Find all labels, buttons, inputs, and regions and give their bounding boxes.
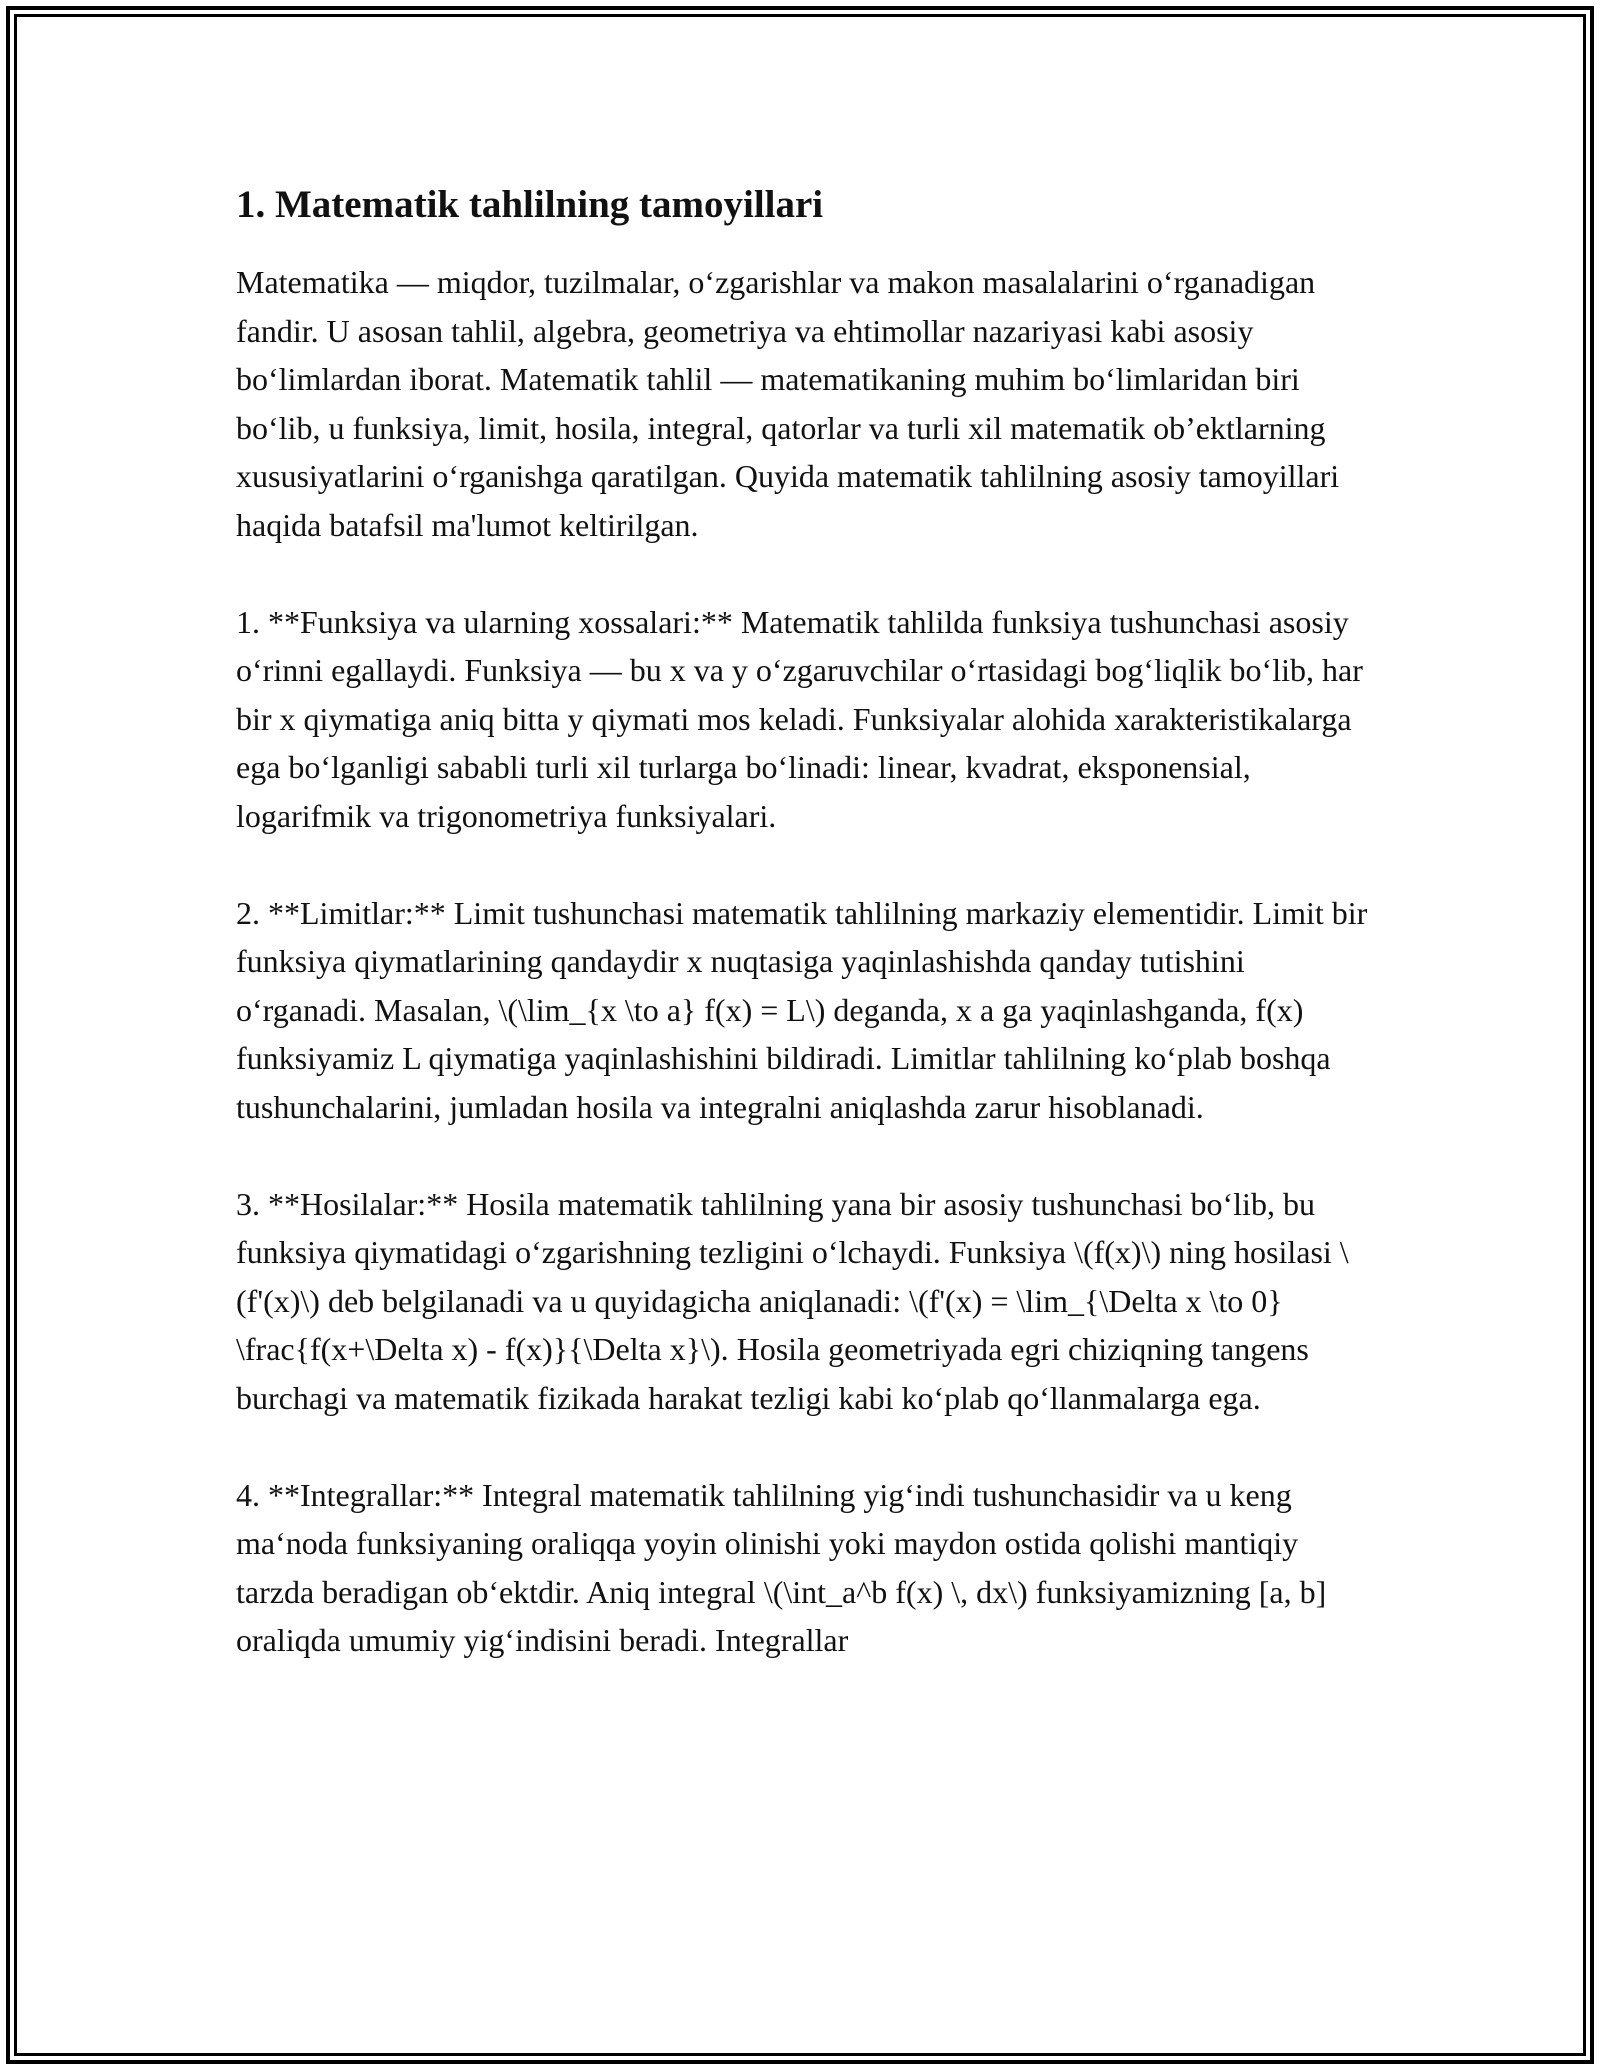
limits-paragraph: 2. **Limitlar:** Limit tushunchasi matematik tahlilning markaziy elementidir. Limit bir funksiya qiymatlarining qandaydir x nuqtasiga yaqinlashishda qanday tutishini o‘rganadi. Masalan, \(\lim_{x \to a} f(x) = L\) deganda, x a ga yaqinlashganda, f(x) funksiyamiz L qiymatiga yaqinlashishini bildiradi. Limitlar tahlilning ko‘plab boshqa tushunchalarini, jumladan hosila va integralni aniqlashda zarur hisoblanadi. [236, 894, 1368, 1125]
integrals-paragraph: 4. **Integrallar:** Integral matematik tahlilning yig‘indi tushunchasidir va u keng ma‘noda funksiyaning oraliqqa yoyin olinishi yoki maydon ostida qolishi mantiqiy tarzda beradigan ob‘ektdir. Aniq integral \(\int_a^b f(x) \, dx\) funksiyamizning [a, b] oraliqda umumiy yig‘indisini beradi. Integrallar [236, 1476, 1327, 1658]
derivatives-paragraph: 3. **Hosilalar:** Hosila matematik tahlilning yana bir asosiy tushunchasi bo‘lib, bu funksiya qiymatidagi o‘zgarishning tezligini o‘lchaydi. Funksiya \(f(x)\) ning hosilasi \(f'(x)\) deb belgilanadi va u quyidagicha aniqlanadi: \(f'(x) = \lim_{\Delta x \to 0} \frac{f(x+\Delta x) - f(x)}{\Delta x}\). Hosila geometriyada egri chiziqning tangens burchagi va matematik fizikada harakat tezligi kabi ko‘plab qo‘llanmalarga ega. [236, 1185, 1349, 1416]
functions-paragraph: 1. **Funksiya va ularning xossalari:** Matematik tahlilda funksiya tushunchasi asosiy o‘rinni egallaydi. Funksiya — bu x va y o‘zgaruvchilar o‘rtasidagi bog‘liqlik bo‘lib, har bir x qiymatiga aniq bitta y qiymati mos keladi. Funksiyalar alohida xarakteristikalarga ega bo‘lganligi sababli turli xil turlarga bo‘linadi: linear, kvadrat, eksponensial, logarifmik va trigonometriya funksiyalari. [236, 603, 1363, 834]
section-title: 1. Matematik tahlilning tamoyillari [236, 183, 824, 226]
intro-paragraph: Matematika — miqdor, tuzilmalar, o‘zgarishlar va makon masalalarini o‘rganadigan fandir. U asosan tahlil, algebra, geometriya va ehtimollar nazariyasi kabi asosiy bo‘limlardan iborat. Matematik tahlil — matematikaning muhim bo‘limlaridan biri bo‘lib, u funksiya, limit, hosila, integral, qatorlar va turli xil matematik ob’ektlarning xususiyatlarini o‘rganishga qaratilgan. Quyida matematik tahlilning asosiy tamoyillari haqida batafsil ma'lumot keltirilgan. [236, 264, 1340, 543]
document-body [236, 180, 1376, 1713]
